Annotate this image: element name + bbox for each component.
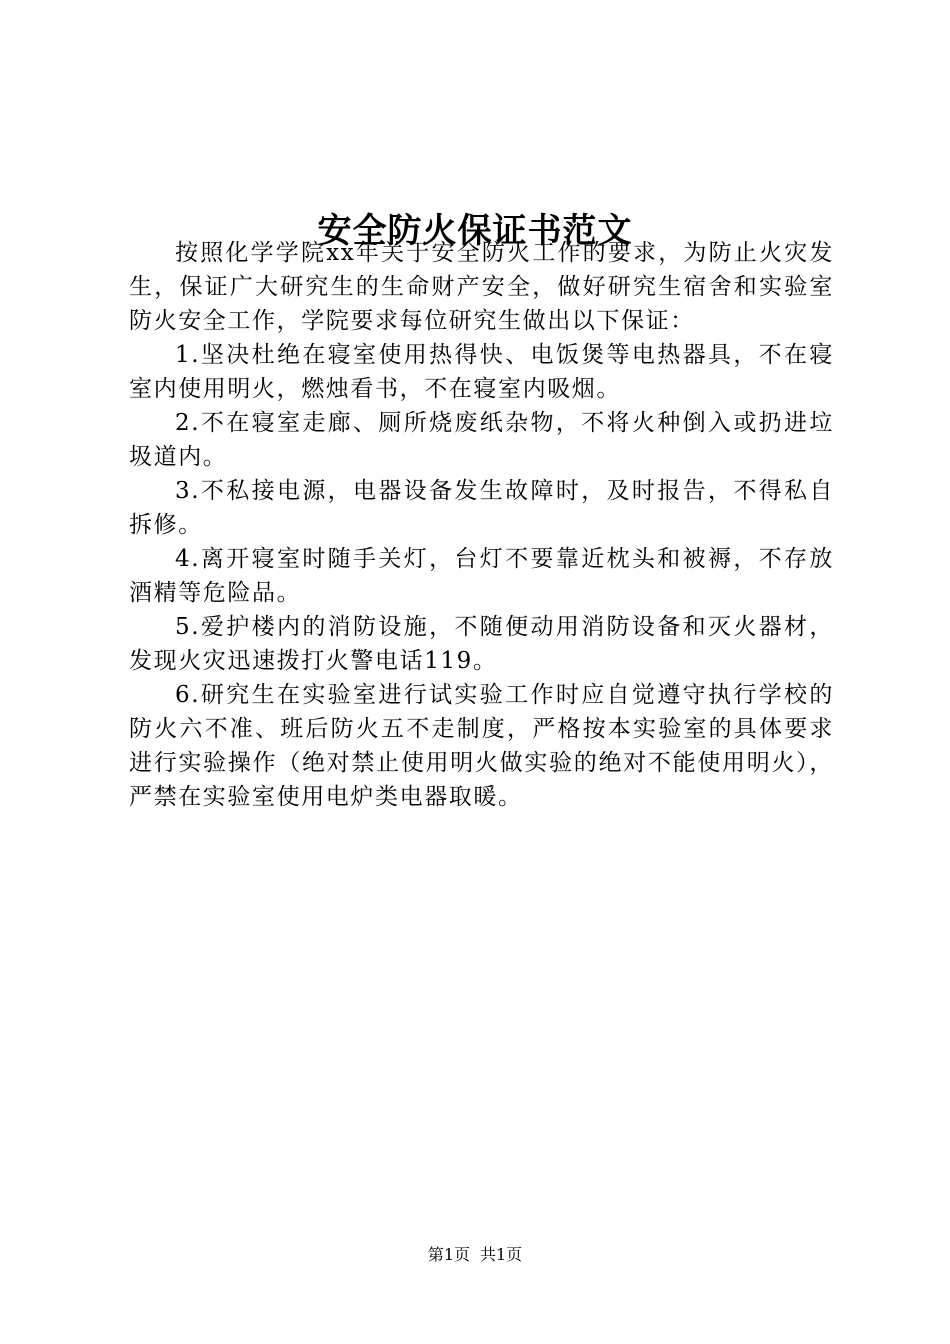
- guarantee-item-2: 2.不在寝室走廊、厕所烧废纸杂物，不将火种倒入或扔进垃圾道内。: [129, 410, 834, 470]
- page-footer: [0, 1243, 950, 1267]
- guarantee-item-5: 5.爱护楼内的消防设施，不随便动用消防设备和灭火器材，发现火灾迅速拨打火警电话119。: [129, 614, 834, 674]
- guarantee-item-6: 6.研究生在实验室进行试实验工作时应自觉遵守执行学校的防火六不准、班后防火五不走制度，严格按本实验室的具体要求进行实验操作（绝对禁止使用明火做实验的绝对不能使用明火），严禁在实验室使用电炉类电器取暖。: [129, 682, 834, 810]
- page-number: 第1页: [427, 1245, 470, 1264]
- guarantee-item-3: 3.不私接电源，电器设备发生故障时，及时报告，不得私自拆修。: [129, 478, 834, 538]
- intro-paragraph: 按照化学学院xx年关于安全防火工作的要求，为防止火灾发生，保证广大研究生的生命财产安全，做好研究生宿舍和实验室防火安全工作，学院要求每位研究生做出以下保证：: [129, 240, 834, 334]
- document-body: [129, 236, 834, 814]
- page-total: 共1页: [480, 1245, 523, 1264]
- document-title: 安全防火保证书范文: [317, 210, 633, 251]
- guarantee-item-4: 4.离开寝室时随手关灯，台灯不要靠近枕头和被褥，不存放酒精等危险品。: [129, 546, 834, 606]
- guarantee-item-1: 1.坚决杜绝在寝室使用热得快、电饭煲等电热器具，不在寝室内使用明火，燃烛看书，不在寝室内吸烟。: [129, 342, 834, 402]
